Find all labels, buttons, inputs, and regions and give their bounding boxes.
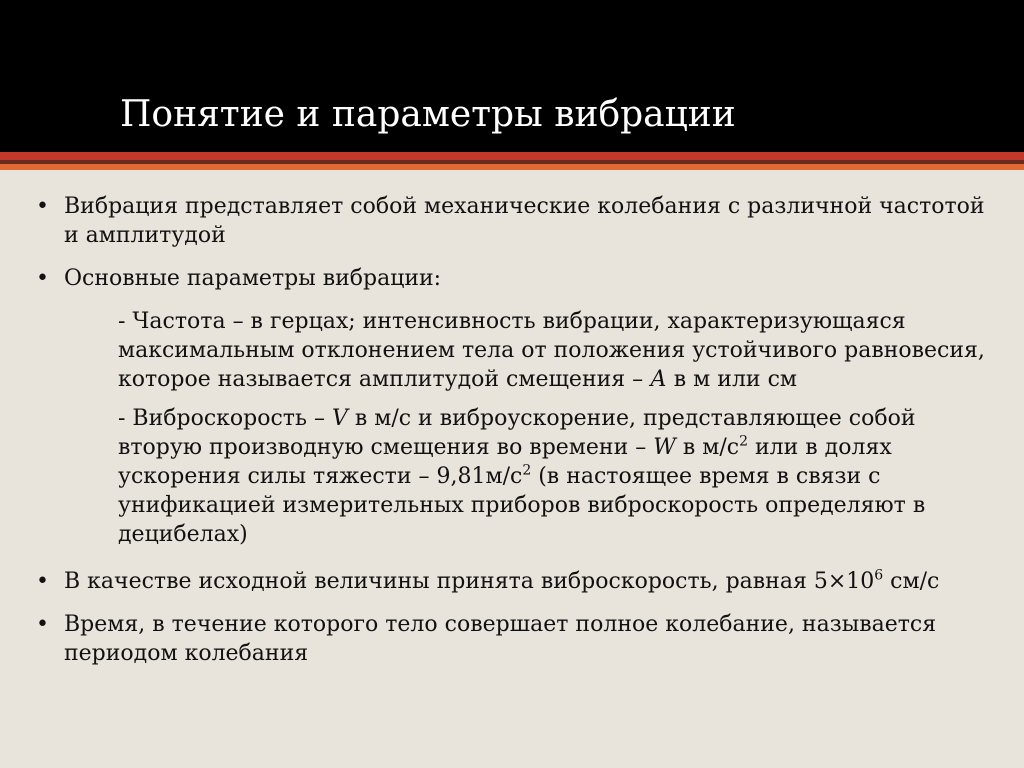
sub-item-text: - Виброскорость – (118, 406, 332, 431)
acceleration-symbol: W (653, 435, 676, 460)
bullet-text: Основные параметры вибрации: (64, 266, 442, 291)
bullet-text: Время, в течение которого тело совершает полное колебание, называется периодом колебания (64, 612, 937, 666)
exponent: 2 (739, 433, 749, 450)
bullet-period-definition (36, 610, 986, 668)
sub-item-text: или в долях ускорения силы тяжести – 9,81м/с (118, 435, 892, 489)
velocity-symbol: V (331, 406, 348, 431)
accent-stripe-red (0, 152, 1024, 160)
sub-item-text: (в настоящее время в связи с унификацией измерительных приборов виброскорость определяют в децибелах) (118, 464, 926, 547)
slide-content (36, 192, 986, 682)
bullet-vibration-definition (36, 192, 986, 250)
title-bar (0, 0, 1024, 152)
accent-stripe-orange (0, 164, 1024, 170)
bullet-dot-icon: • (36, 194, 49, 219)
bullet-dot-icon: • (36, 612, 49, 637)
sub-item-text: в м или см (666, 367, 798, 392)
sub-item-frequency (36, 307, 986, 394)
sub-item-velocity (36, 404, 986, 549)
bullet-reference-value (36, 567, 986, 596)
exponent: 6 (874, 567, 884, 584)
bullet-dot-icon: • (36, 569, 49, 594)
sub-item-text: - Частота – в герцах; интенсивность вибрации, характеризующаяся максимальным отклонением тела от положения устойчивого равновесия, которое называется амплитудой смещения – (118, 309, 985, 392)
exponent: 2 (522, 462, 532, 479)
sub-item-text: в м/с (675, 435, 740, 460)
bullet-text: В качестве исходной величины принята виброскорость, равная 5×10 (64, 569, 875, 594)
bullet-main-parameters (36, 264, 986, 293)
amplitude-symbol: А (650, 367, 667, 392)
bullet-text: см/с (883, 569, 940, 594)
sub-item-text: в м/с и виброускорение, представляющее собой вторую производную смещения во времени – (118, 406, 916, 460)
slide-title: Понятие и параметры вибрации (120, 94, 736, 135)
bullet-text: Вибрация представляет собой механические колебания с различной частотой и амплитудой (64, 194, 985, 248)
bullet-dot-icon: • (36, 266, 49, 291)
